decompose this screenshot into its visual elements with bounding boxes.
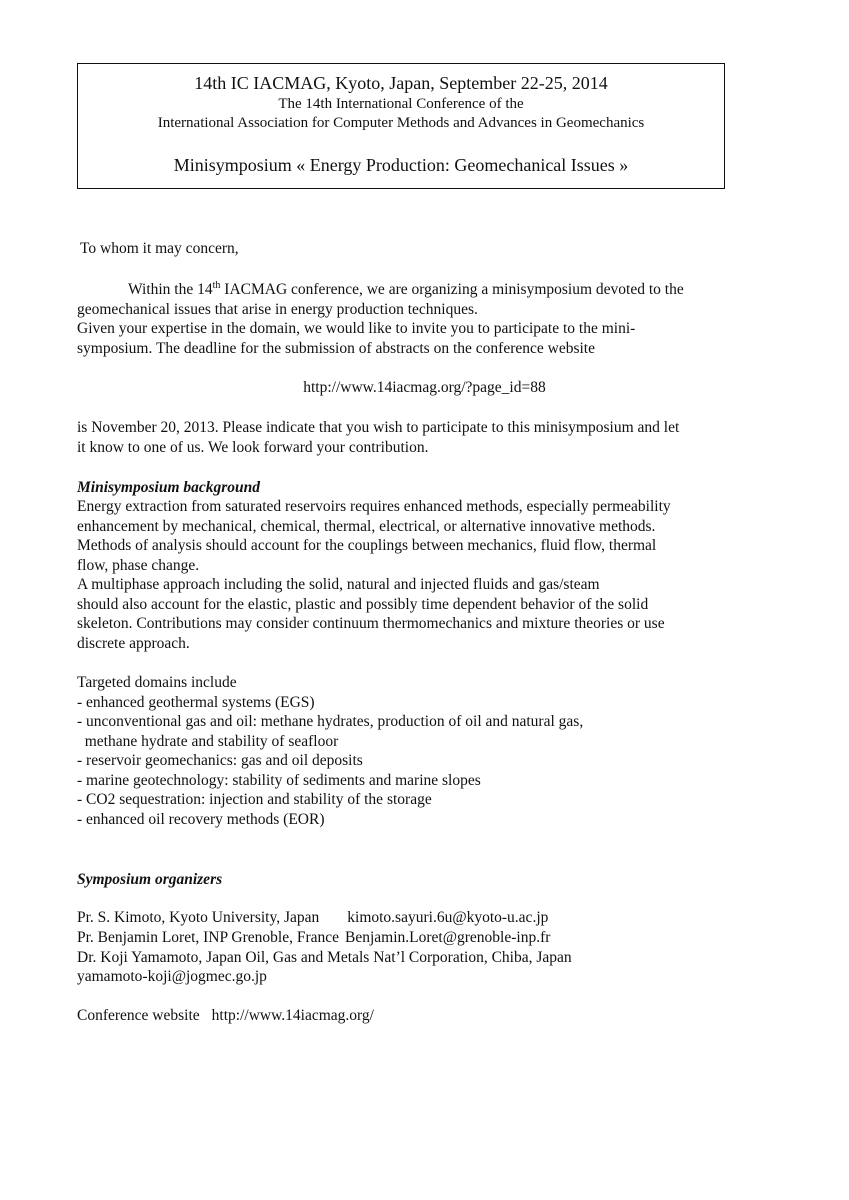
domain-item: methane hydrate and stability of seafloor bbox=[77, 733, 339, 750]
paragraph-1-text-a: Within the 14 bbox=[128, 281, 213, 298]
background-line: discrete approach. bbox=[77, 635, 190, 652]
abstract-submission-link[interactable]: http://www.14iacmag.org/?page_id=88 bbox=[303, 379, 546, 396]
organizer-email[interactable]: kimoto.sayuri.6u@kyoto-u.ac.jp bbox=[347, 909, 549, 926]
paragraph-2-line-2: it know to one of us. We look forward your contribution. bbox=[77, 439, 429, 456]
domain-item: - marine geotechnology: stability of sediments and marine slopes bbox=[77, 772, 481, 789]
background-line: Energy extraction from saturated reservoirs requires enhanced methods, especially permeability bbox=[77, 498, 671, 515]
paragraph-1-line-2: geomechanical issues that arise in energy production techniques. bbox=[77, 301, 478, 318]
paragraph-1-text-b: IACMAG conference, we are organizing a minisymposium devoted to the bbox=[220, 281, 684, 298]
organizer-row-1 bbox=[77, 908, 548, 928]
conference-website-label: Conference website bbox=[77, 1007, 200, 1024]
conference-title: 14th IC IACMAG, Kyoto, Japan, September 22-25, 2014 bbox=[194, 73, 608, 93]
conference-website-link[interactable]: http://www.14iacmag.org/ bbox=[211, 1007, 374, 1024]
ordinal-suffix: th bbox=[212, 279, 221, 291]
conference-subtitle-2: International Association for Computer Methods and Advances in Geomechanics bbox=[157, 115, 645, 131]
organizer-email[interactable]: yamamoto-koji@jogmec.go.jp bbox=[77, 968, 267, 985]
domain-item: - reservoir geomechanics: gas and oil deposits bbox=[77, 752, 363, 769]
salutation: To whom it may concern, bbox=[80, 240, 239, 257]
header-box bbox=[77, 63, 725, 189]
domain-item: - enhanced geothermal systems (EGS) bbox=[77, 694, 315, 711]
background-line: A multiphase approach including the solid, natural and injected fluids and gas/steam bbox=[77, 576, 600, 593]
background-line: enhancement by mechanical, chemical, thermal, electrical, or alternative innovative methods. bbox=[77, 518, 656, 535]
background-line: skeleton. Contributions may consider continuum thermomechanics and mixture theories or use bbox=[77, 615, 665, 632]
background-line: should also account for the elastic, plastic and possibly time dependent behavior of the solid bbox=[77, 596, 649, 613]
organizer-row-2 bbox=[77, 928, 550, 948]
organizer-name: Dr. Koji Yamamoto, Japan Oil, Gas and Metals Nat’l Corporation, Chiba, Japan bbox=[77, 949, 572, 966]
organizer-name: Pr. Benjamin Loret, INP Grenoble, France bbox=[77, 929, 340, 946]
organizer-email[interactable]: Benjamin.Loret@grenoble-inp.fr bbox=[345, 929, 551, 946]
paragraph-1-line-1 bbox=[128, 280, 684, 300]
background-line: flow, phase change. bbox=[77, 557, 200, 574]
organizers-heading: Symposium organizers bbox=[77, 871, 223, 888]
background-heading: Minisymposium background bbox=[77, 479, 261, 496]
domain-item: - enhanced oil recovery methods (EOR) bbox=[77, 811, 325, 828]
background-line: Methods of analysis should account for the couplings between mechanics, fluid flow, thermal bbox=[77, 537, 657, 554]
paragraph-1-line-3: Given your expertise in the domain, we would like to invite you to participate to the mini- bbox=[77, 320, 636, 337]
paragraph-2-line-1: is November 20, 2013. Please indicate that you wish to participate to this minisymposium and let bbox=[77, 419, 680, 436]
paragraph-1-line-4: symposium. The deadline for the submission of abstracts on the conference website bbox=[77, 340, 595, 357]
minisymposium-title: Minisymposium « Energy Production: Geomechanical Issues » bbox=[173, 155, 629, 175]
domain-item: - unconventional gas and oil: methane hydrates, production of oil and natural gas, bbox=[77, 713, 584, 730]
domain-item: - CO2 sequestration: injection and stability of the storage bbox=[77, 791, 432, 808]
organizer-name: Pr. S. Kimoto, Kyoto University, Japan bbox=[77, 909, 320, 926]
conference-website-row bbox=[77, 1006, 374, 1026]
conference-subtitle-1: The 14th International Conference of the bbox=[278, 96, 524, 112]
domains-intro: Targeted domains include bbox=[77, 674, 237, 691]
